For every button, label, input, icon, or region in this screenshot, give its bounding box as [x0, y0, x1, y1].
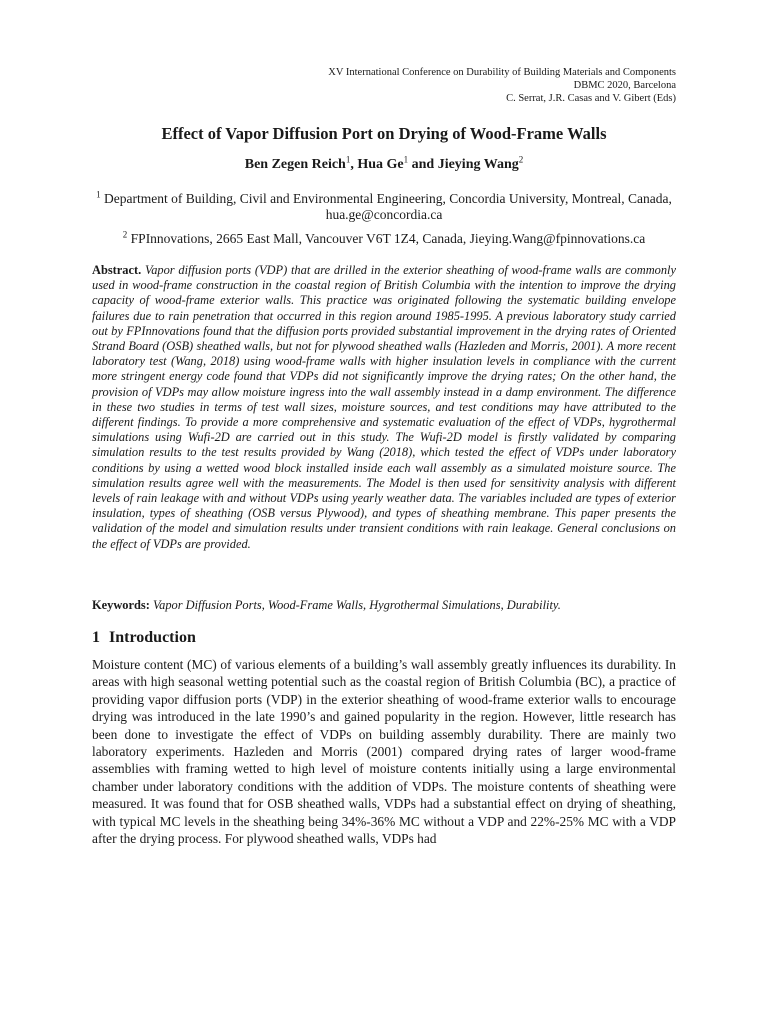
affiliation-text: Department of Building, Civil and Environmental Engineering, Concordia University, Montreal, Canada, hua.ge@concordia.ca: [104, 191, 672, 222]
author-separator: and: [408, 157, 438, 172]
keywords-text: Vapor Diffusion Ports, Wood-Frame Walls, Hygrothermal Simulations, Durability.: [152, 598, 561, 612]
conference-header: [328, 66, 676, 105]
affiliation-mark: 2: [122, 229, 128, 240]
conference-location: DBMC 2020, Barcelona: [573, 80, 676, 91]
author-name: Hua Ge: [357, 157, 404, 172]
conference-editors: C. Serrat, J.R. Casas and V. Gibert (Eds): [506, 93, 676, 104]
author-name: Jieying Wang: [437, 157, 519, 172]
affiliation-text: FPInnovations, 2665 East Mall, Vancouver V6T 1Z4, Canada, Jieying.Wang@fpinnovations.ca: [130, 231, 646, 246]
section-heading: [92, 629, 196, 647]
paper-title: Effect of Vapor Diffusion Port on Drying of Wood-Frame Walls: [161, 124, 607, 143]
author-affiliation-mark: 2: [518, 154, 524, 165]
author-separator: ,: [350, 157, 358, 172]
section-title: Introduction: [109, 629, 196, 646]
affiliation-mark: 1: [96, 189, 101, 200]
author-affiliation-mark: 1: [403, 154, 409, 165]
introduction-paragraph: Moisture content (MC) of various elements of a building’s wall assembly greatly influences its durability. In areas with high seasonal wetting potential such as the coastal region of British Columbia (BC), a practice of providing vapor diffusion ports (VDP) in the exterior sheathing of wood-frame exterior walls to encourage drying was introduced in the late 1990’s and gained popularity in the region. However, little research has been done to investigate the effect of VDPs on building assembly durability. There are mainly two laboratory experiments. Hazleden and Morris (2001) compared drying rates of larger wood-frame assemblies with framing wetted to high level of moisture contents initially using a large environmental chamber under laboratory conditions with the addition of VDPs. The moisture contents of sheathing were measured. It was found that for OSB sheathed walls, VDPs had a substantial effect on drying of sheathing, with typical MC levels in the sheathing being 34%-36% MC without a VDP and 22%-25% MC with a VDP after the drying process. For plywood sheathed walls, VDPs had: [92, 657, 676, 847]
author-name: Ben Zegen Reich: [244, 157, 346, 172]
author-list: [0, 154, 768, 173]
abstract: [92, 263, 676, 552]
keywords: [92, 598, 676, 613]
section-number: 1: [92, 629, 100, 646]
affiliation-1: [92, 191, 676, 223]
conference-name: XV International Conference on Durability of Building Materials and Components: [328, 67, 676, 78]
abstract-label: Abstract.: [92, 263, 142, 277]
abstract-text: Vapor diffusion ports (VDP) that are drilled in the exterior sheathing of wood-frame walls are commonly used in wood-frame construction in the coastal region of British Columbia with the intention to improve the drying capacity of wood-frame exterior walls. This practice was originated following the systematic building envelope failures due to rain penetration that occurred in this region around 1985-1995. A previous laboratory study carried out by FPInnovations found that the diffusion ports provided substantial improvement in the drying rates of Oriented Strand Board (OSB) sheathed walls, but not for plywood sheathed walls (Hazleden and Morris, 2001). A more recent laboratory test (Wang, 2018) using wood-frame walls with higher insulation levels in compliance with the current more stringent energy code found that VDPs did not significantly improve the drying rates; On the other hand, the provision of VDPs may allow moisture ingress into the wall assembly instead in a damp environment. The difference in these two studies in terms of test wall sizes, moisture sources, and test conditions may have attributed to the different findings. To provide a more comprehensive and systematic evaluation of the effect of VDPs, hygrothermal simulations using Wufi-2D are carried out in this study. The Wufi-2D model is firstly validated by comparing simulation results to the test results provided by Wang (2018), which tested the effect of VDPs under laboratory conditions by using a wetted wood block installed inside each wall assembly as a simulated moisture source. The simulation results agree well with the measurements. The Model is then used for sensitivity analysis with different levels of rain leakage with and without VDPs using yearly weather data. The variables included are types of exterior insulation, types of sheathing (OSB versus Plywood), and types of sheathing membrane. This paper presents the validation of the model and simulation results under transient conditions with rain leakage. General conclusions on the effect of VDPs are provided.: [92, 263, 676, 551]
author-affiliation-mark: 1: [345, 154, 351, 165]
keywords-label: Keywords:: [92, 598, 150, 612]
affiliation-2: [92, 231, 676, 247]
